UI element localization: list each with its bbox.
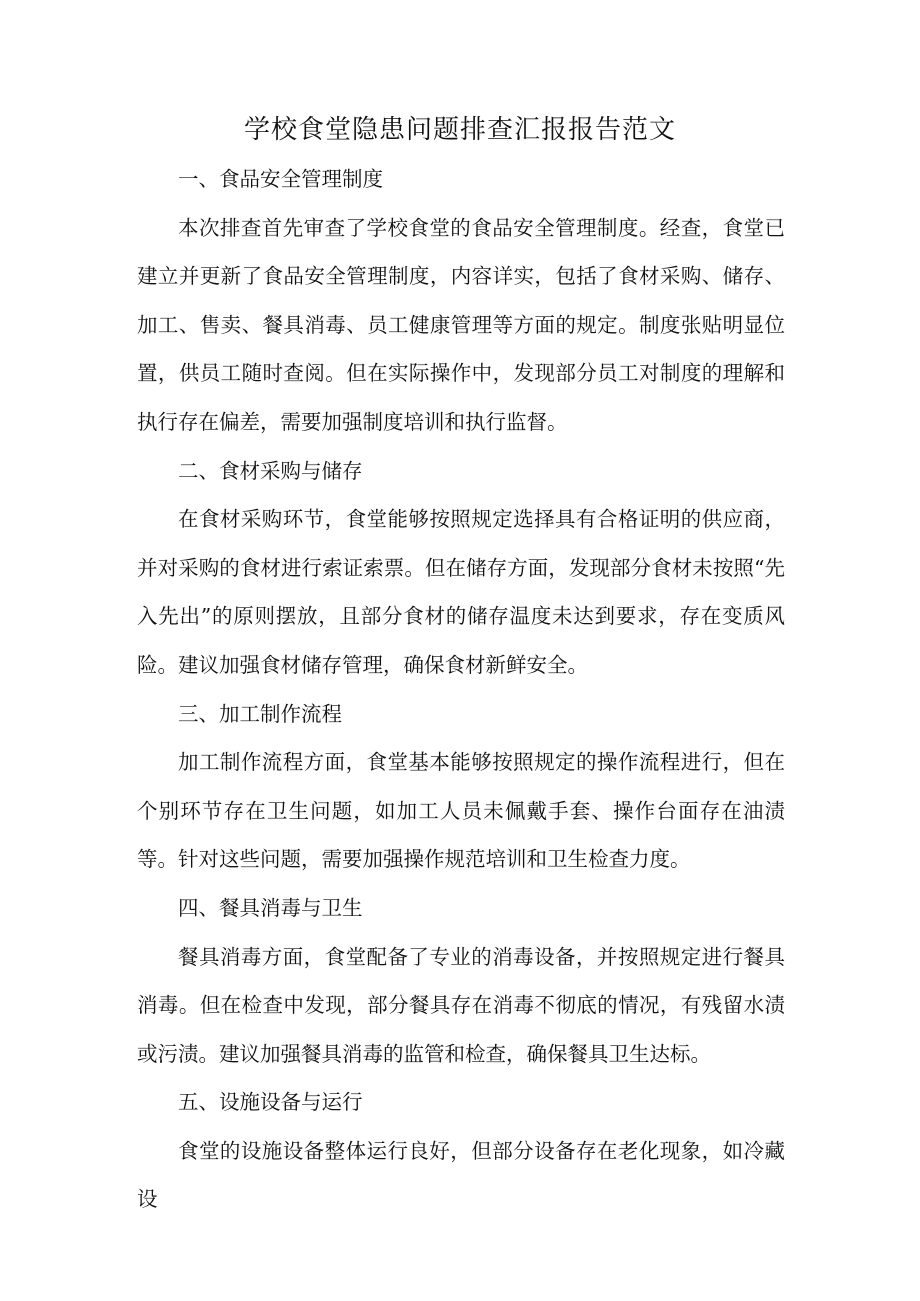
- section-heading-2: 二、食材采购与储存: [178, 458, 363, 483]
- section-paragraph-4: 餐具消毒方面，食堂配备了专业的消毒设备，并按照规定进行餐具消毒。但在检查中发现，部分餐具存在消毒不彻底的情况，有残留水渍或污渍。建议加强餐具消毒的监管和检查，确保餐具卫生达标。: [137, 944, 785, 1066]
- section-paragraph-5: 食堂的设施设备整体运行良好，但部分设备存在老化现象，如冷藏设: [137, 1138, 785, 1212]
- document-body: [137, 155, 785, 1224]
- section-paragraph-3: 加工制作流程方面，食堂基本能够按照规定的操作流程进行，但在个别环节存在卫生问题，如加工人员未佩戴手套、操作台面存在油渍等。针对这些问题，需要加强操作规范培训和卫生检查力度。: [137, 750, 785, 872]
- section-paragraph-2: 在食材采购环节，食堂能够按照规定选择具有合格证明的供应商，并对采购的食材进行索证索票。但在储存方面，发现部分食材未按照“先入先出”的原则摆放，且部分食材的储存温度未达到要求，存在变质风险。建议加强食材储存管理，确保食材新鲜安全。: [137, 507, 785, 677]
- document-title: 学校食堂隐患问题排查汇报报告范文: [243, 115, 676, 145]
- section-heading-4: 四、餐具消毒与卫生: [178, 895, 363, 920]
- section-heading-3: 三、加工制作流程: [178, 701, 342, 726]
- section-paragraph-1: 本次排查首先审查了学校食堂的食品安全管理制度。经查，食堂已建立并更新了食品安全管理制度，内容详实，包括了食材采购、储存、加工、售卖、餐具消毒、员工健康管理等方面的规定。制度张贴明显位置，供员工随时查阅。但在实际操作中，发现部分员工对制度的理解和执行存在偏差，需要加强制度培训和执行监督。: [137, 215, 785, 434]
- section-heading-5: 五、设施设备与运行: [178, 1090, 363, 1115]
- section-heading-1: 一、食品安全管理制度: [178, 167, 383, 191]
